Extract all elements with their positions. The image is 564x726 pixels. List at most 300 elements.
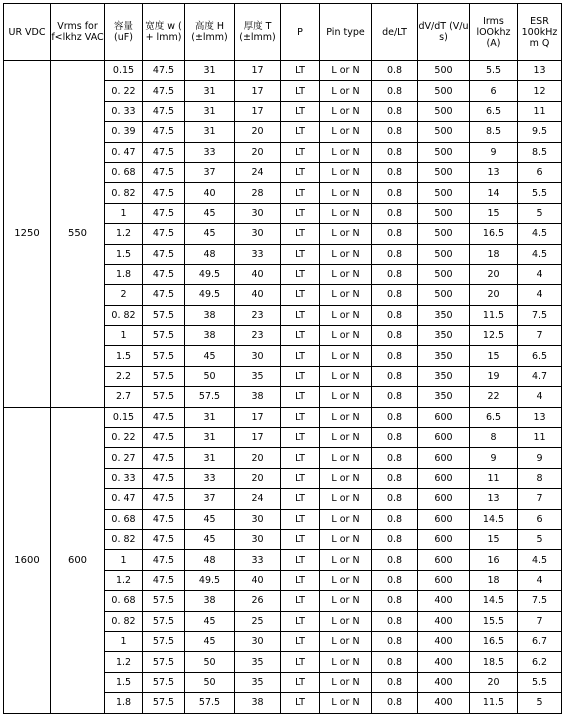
irms-cell: 15 xyxy=(470,529,518,549)
esr-cell: 6.7 xyxy=(518,631,562,651)
esr-cell: 4 xyxy=(518,570,562,590)
dvdt-cell: 600 xyxy=(418,550,470,570)
irms-cell: 16.5 xyxy=(470,224,518,244)
thickness-cell: 17 xyxy=(235,81,281,101)
thickness-cell: 30 xyxy=(235,346,281,366)
p-cell: LT xyxy=(281,224,320,244)
p-cell: LT xyxy=(281,448,320,468)
height-cell: 38 xyxy=(185,326,235,346)
dvdt-cell: 500 xyxy=(418,122,470,142)
p-cell: LT xyxy=(281,244,320,264)
width-cell: 47.5 xyxy=(143,285,185,305)
esr-cell: 13 xyxy=(518,407,562,427)
capacitance-cell: 1.2 xyxy=(105,570,143,590)
esr-cell: 7.5 xyxy=(518,305,562,325)
thickness-cell: 30 xyxy=(235,224,281,244)
dvdt-cell: 600 xyxy=(418,428,470,448)
height-cell: 49.5 xyxy=(185,264,235,284)
irms-cell: 9 xyxy=(470,142,518,162)
p-cell: LT xyxy=(281,631,320,651)
de-lt-cell: 0.8 xyxy=(372,122,418,142)
pin-type-cell: L or N xyxy=(320,183,372,203)
irms-cell: 11.5 xyxy=(470,305,518,325)
capacitance-cell: 1.5 xyxy=(105,244,143,264)
dvdt-cell: 500 xyxy=(418,244,470,264)
width-cell: 57.5 xyxy=(143,591,185,611)
height-cell: 31 xyxy=(185,428,235,448)
ur-vdc-cell: 1600 xyxy=(4,407,51,713)
thickness-cell: 23 xyxy=(235,326,281,346)
dvdt-cell: 500 xyxy=(418,224,470,244)
thickness-cell: 23 xyxy=(235,305,281,325)
de-lt-cell: 0.8 xyxy=(372,203,418,223)
esr-cell: 11 xyxy=(518,101,562,121)
width-cell: 57.5 xyxy=(143,631,185,651)
capacitance-cell: 0.15 xyxy=(105,61,143,81)
pin-type-cell: L or N xyxy=(320,591,372,611)
dvdt-cell: 350 xyxy=(418,326,470,346)
irms-cell: 12.5 xyxy=(470,326,518,346)
pin-type-cell: L or N xyxy=(320,285,372,305)
width-cell: 47.5 xyxy=(143,224,185,244)
thickness-cell: 30 xyxy=(235,509,281,529)
vrms-cell: 600 xyxy=(51,407,105,713)
dvdt-cell: 400 xyxy=(418,611,470,631)
height-cell: 38 xyxy=(185,591,235,611)
esr-cell: 6 xyxy=(518,509,562,529)
esr-cell: 4 xyxy=(518,285,562,305)
dvdt-cell: 350 xyxy=(418,305,470,325)
esr-cell: 8.5 xyxy=(518,142,562,162)
capacitance-cell: 0. 39 xyxy=(105,122,143,142)
capacitance-cell: 1 xyxy=(105,203,143,223)
de-lt-cell: 0.8 xyxy=(372,489,418,509)
thickness-cell: 28 xyxy=(235,183,281,203)
esr-cell: 5 xyxy=(518,529,562,549)
irms-cell: 13 xyxy=(470,162,518,182)
height-cell: 33 xyxy=(185,142,235,162)
header-pin-type: Pin type xyxy=(320,4,372,61)
de-lt-cell: 0.8 xyxy=(372,61,418,81)
esr-cell: 7 xyxy=(518,611,562,631)
p-cell: LT xyxy=(281,61,320,81)
height-cell: 45 xyxy=(185,509,235,529)
dvdt-cell: 500 xyxy=(418,81,470,101)
capacitance-cell: 1.2 xyxy=(105,224,143,244)
capacitance-cell: 1 xyxy=(105,631,143,651)
width-cell: 47.5 xyxy=(143,529,185,549)
pin-type-cell: L or N xyxy=(320,346,372,366)
width-cell: 57.5 xyxy=(143,611,185,631)
width-cell: 47.5 xyxy=(143,244,185,264)
p-cell: LT xyxy=(281,101,320,121)
height-cell: 40 xyxy=(185,183,235,203)
pin-type-cell: L or N xyxy=(320,652,372,672)
irms-cell: 22 xyxy=(470,387,518,407)
de-lt-cell: 0.8 xyxy=(372,693,418,713)
pin-type-cell: L or N xyxy=(320,611,372,631)
p-cell: LT xyxy=(281,652,320,672)
header-width: 宽度 w ( + lmm) xyxy=(143,4,185,61)
table-row xyxy=(4,407,562,427)
capacitance-cell: 0. 82 xyxy=(105,305,143,325)
width-cell: 47.5 xyxy=(143,162,185,182)
pin-type-cell: L or N xyxy=(320,550,372,570)
pin-type-cell: L or N xyxy=(320,224,372,244)
p-cell: LT xyxy=(281,81,320,101)
capacitor-spec-table xyxy=(3,3,562,714)
p-cell: LT xyxy=(281,428,320,448)
capacitance-cell: 0. 68 xyxy=(105,162,143,182)
header-height: 高度 H (±lmm) xyxy=(185,4,235,61)
dvdt-cell: 500 xyxy=(418,142,470,162)
pin-type-cell: L or N xyxy=(320,122,372,142)
dvdt-cell: 600 xyxy=(418,407,470,427)
irms-cell: 11 xyxy=(470,468,518,488)
pin-type-cell: L or N xyxy=(320,407,372,427)
esr-cell: 9.5 xyxy=(518,122,562,142)
pin-type-cell: L or N xyxy=(320,162,372,182)
width-cell: 57.5 xyxy=(143,326,185,346)
p-cell: LT xyxy=(281,570,320,590)
thickness-cell: 20 xyxy=(235,122,281,142)
p-cell: LT xyxy=(281,142,320,162)
irms-cell: 16 xyxy=(470,550,518,570)
width-cell: 57.5 xyxy=(143,387,185,407)
irms-cell: 15 xyxy=(470,203,518,223)
pin-type-cell: L or N xyxy=(320,81,372,101)
p-cell: LT xyxy=(281,346,320,366)
pin-type-cell: L or N xyxy=(320,142,372,162)
width-cell: 47.5 xyxy=(143,61,185,81)
esr-cell: 4.7 xyxy=(518,366,562,386)
capacitance-cell: 0. 82 xyxy=(105,183,143,203)
height-cell: 37 xyxy=(185,489,235,509)
dvdt-cell: 500 xyxy=(418,183,470,203)
height-cell: 31 xyxy=(185,101,235,121)
capacitance-cell: 0. 47 xyxy=(105,142,143,162)
width-cell: 57.5 xyxy=(143,672,185,692)
pin-type-cell: L or N xyxy=(320,244,372,264)
width-cell: 47.5 xyxy=(143,407,185,427)
irms-cell: 6.5 xyxy=(470,407,518,427)
esr-cell: 7.5 xyxy=(518,591,562,611)
esr-cell: 11 xyxy=(518,428,562,448)
p-cell: LT xyxy=(281,509,320,529)
capacitance-cell: 0. 22 xyxy=(105,81,143,101)
pin-type-cell: L or N xyxy=(320,631,372,651)
header-row xyxy=(4,4,562,61)
dvdt-cell: 500 xyxy=(418,203,470,223)
p-cell: LT xyxy=(281,387,320,407)
de-lt-cell: 0.8 xyxy=(372,305,418,325)
height-cell: 49.5 xyxy=(185,285,235,305)
thickness-cell: 38 xyxy=(235,387,281,407)
pin-type-cell: L or N xyxy=(320,305,372,325)
p-cell: LT xyxy=(281,529,320,549)
table-row xyxy=(4,61,562,81)
height-cell: 38 xyxy=(185,305,235,325)
dvdt-cell: 600 xyxy=(418,509,470,529)
pin-type-cell: L or N xyxy=(320,101,372,121)
ur-vdc-cell: 1250 xyxy=(4,61,51,408)
esr-cell: 13 xyxy=(518,61,562,81)
height-cell: 31 xyxy=(185,61,235,81)
header-vrms: Vrms for f<lkhz VAC xyxy=(51,4,105,61)
p-cell: LT xyxy=(281,183,320,203)
p-cell: LT xyxy=(281,366,320,386)
p-cell: LT xyxy=(281,468,320,488)
capacitance-cell: 1.5 xyxy=(105,672,143,692)
capacitance-cell: 1.8 xyxy=(105,693,143,713)
width-cell: 47.5 xyxy=(143,468,185,488)
de-lt-cell: 0.8 xyxy=(372,428,418,448)
irms-cell: 8.5 xyxy=(470,122,518,142)
esr-cell: 7 xyxy=(518,489,562,509)
thickness-cell: 17 xyxy=(235,61,281,81)
dvdt-cell: 400 xyxy=(418,693,470,713)
de-lt-cell: 0.8 xyxy=(372,611,418,631)
height-cell: 57.5 xyxy=(185,387,235,407)
esr-cell: 8 xyxy=(518,468,562,488)
p-cell: LT xyxy=(281,407,320,427)
header-esr: ESR 100kHz m Q xyxy=(518,4,562,61)
capacitance-cell: 2.2 xyxy=(105,366,143,386)
esr-cell: 12 xyxy=(518,81,562,101)
thickness-cell: 26 xyxy=(235,591,281,611)
height-cell: 57.5 xyxy=(185,693,235,713)
thickness-cell: 25 xyxy=(235,611,281,631)
height-cell: 31 xyxy=(185,407,235,427)
thickness-cell: 24 xyxy=(235,489,281,509)
pin-type-cell: L or N xyxy=(320,693,372,713)
de-lt-cell: 0.8 xyxy=(372,570,418,590)
width-cell: 47.5 xyxy=(143,509,185,529)
de-lt-cell: 0.8 xyxy=(372,509,418,529)
capacitance-cell: 2 xyxy=(105,285,143,305)
height-cell: 50 xyxy=(185,366,235,386)
pin-type-cell: L or N xyxy=(320,61,372,81)
de-lt-cell: 0.8 xyxy=(372,81,418,101)
de-lt-cell: 0.8 xyxy=(372,224,418,244)
capacitance-cell: 1.8 xyxy=(105,264,143,284)
height-cell: 49.5 xyxy=(185,570,235,590)
capacitance-cell: 0. 68 xyxy=(105,509,143,529)
esr-cell: 5 xyxy=(518,693,562,713)
capacitance-cell: 1.5 xyxy=(105,346,143,366)
pin-type-cell: L or N xyxy=(320,448,372,468)
capacitance-cell: 0. 33 xyxy=(105,101,143,121)
irms-cell: 16.5 xyxy=(470,631,518,651)
de-lt-cell: 0.8 xyxy=(372,529,418,549)
height-cell: 45 xyxy=(185,203,235,223)
esr-cell: 4.5 xyxy=(518,244,562,264)
dvdt-cell: 600 xyxy=(418,570,470,590)
de-lt-cell: 0.8 xyxy=(372,631,418,651)
capacitance-cell: 1 xyxy=(105,326,143,346)
header-ur-vdc: UR VDC xyxy=(4,4,51,61)
de-lt-cell: 0.8 xyxy=(372,652,418,672)
de-lt-cell: 0.8 xyxy=(372,244,418,264)
thickness-cell: 17 xyxy=(235,428,281,448)
thickness-cell: 20 xyxy=(235,468,281,488)
height-cell: 45 xyxy=(185,631,235,651)
pin-type-cell: L or N xyxy=(320,366,372,386)
esr-cell: 9 xyxy=(518,448,562,468)
header-irms: Irms lOOkhz (A) xyxy=(470,4,518,61)
dvdt-cell: 500 xyxy=(418,61,470,81)
esr-cell: 4 xyxy=(518,264,562,284)
pin-type-cell: L or N xyxy=(320,387,372,407)
thickness-cell: 20 xyxy=(235,142,281,162)
thickness-cell: 40 xyxy=(235,570,281,590)
header-capacitance: 容量 (uF) xyxy=(105,4,143,61)
capacitance-cell: 2.7 xyxy=(105,387,143,407)
de-lt-cell: 0.8 xyxy=(372,591,418,611)
irms-cell: 13 xyxy=(470,489,518,509)
capacitance-cell: 0. 33 xyxy=(105,468,143,488)
de-lt-cell: 0.8 xyxy=(372,142,418,162)
irms-cell: 6.5 xyxy=(470,101,518,121)
p-cell: LT xyxy=(281,489,320,509)
p-cell: LT xyxy=(281,122,320,142)
width-cell: 47.5 xyxy=(143,570,185,590)
capacitance-cell: 0. 27 xyxy=(105,448,143,468)
p-cell: LT xyxy=(281,611,320,631)
dvdt-cell: 350 xyxy=(418,387,470,407)
thickness-cell: 35 xyxy=(235,652,281,672)
thickness-cell: 38 xyxy=(235,693,281,713)
p-cell: LT xyxy=(281,693,320,713)
de-lt-cell: 0.8 xyxy=(372,366,418,386)
width-cell: 57.5 xyxy=(143,305,185,325)
thickness-cell: 35 xyxy=(235,366,281,386)
height-cell: 31 xyxy=(185,448,235,468)
height-cell: 33 xyxy=(185,468,235,488)
irms-cell: 6 xyxy=(470,81,518,101)
height-cell: 45 xyxy=(185,224,235,244)
header-p: P xyxy=(281,4,320,61)
capacitance-cell: 0. 47 xyxy=(105,489,143,509)
height-cell: 48 xyxy=(185,550,235,570)
dvdt-cell: 350 xyxy=(418,366,470,386)
irms-cell: 14.5 xyxy=(470,591,518,611)
capacitance-cell: 0. 22 xyxy=(105,428,143,448)
esr-cell: 6.5 xyxy=(518,346,562,366)
dvdt-cell: 600 xyxy=(418,529,470,549)
p-cell: LT xyxy=(281,203,320,223)
dvdt-cell: 600 xyxy=(418,468,470,488)
esr-cell: 5.5 xyxy=(518,183,562,203)
height-cell: 31 xyxy=(185,81,235,101)
de-lt-cell: 0.8 xyxy=(372,346,418,366)
width-cell: 57.5 xyxy=(143,346,185,366)
p-cell: LT xyxy=(281,264,320,284)
width-cell: 47.5 xyxy=(143,264,185,284)
pin-type-cell: L or N xyxy=(320,326,372,346)
vrms-cell: 550 xyxy=(51,61,105,408)
p-cell: LT xyxy=(281,672,320,692)
esr-cell: 6 xyxy=(518,162,562,182)
dvdt-cell: 500 xyxy=(418,285,470,305)
thickness-cell: 24 xyxy=(235,162,281,182)
capacitance-cell: 0. 68 xyxy=(105,591,143,611)
irms-cell: 20 xyxy=(470,264,518,284)
thickness-cell: 30 xyxy=(235,203,281,223)
irms-cell: 20 xyxy=(470,672,518,692)
esr-cell: 5 xyxy=(518,203,562,223)
height-cell: 48 xyxy=(185,244,235,264)
dvdt-cell: 400 xyxy=(418,672,470,692)
height-cell: 50 xyxy=(185,672,235,692)
header-dvdt: dV/dT (V/u s) xyxy=(418,4,470,61)
irms-cell: 19 xyxy=(470,366,518,386)
esr-cell: 4.5 xyxy=(518,550,562,570)
de-lt-cell: 0.8 xyxy=(372,326,418,346)
esr-cell: 6.2 xyxy=(518,652,562,672)
width-cell: 57.5 xyxy=(143,652,185,672)
pin-type-cell: L or N xyxy=(320,468,372,488)
thickness-cell: 35 xyxy=(235,672,281,692)
capacitance-cell: 0.15 xyxy=(105,407,143,427)
width-cell: 47.5 xyxy=(143,183,185,203)
dvdt-cell: 400 xyxy=(418,652,470,672)
esr-cell: 7 xyxy=(518,326,562,346)
height-cell: 37 xyxy=(185,162,235,182)
esr-cell: 4 xyxy=(518,387,562,407)
de-lt-cell: 0.8 xyxy=(372,387,418,407)
irms-cell: 15.5 xyxy=(470,611,518,631)
pin-type-cell: L or N xyxy=(320,264,372,284)
de-lt-cell: 0.8 xyxy=(372,264,418,284)
dvdt-cell: 500 xyxy=(418,162,470,182)
p-cell: LT xyxy=(281,550,320,570)
dvdt-cell: 600 xyxy=(418,448,470,468)
width-cell: 57.5 xyxy=(143,693,185,713)
width-cell: 47.5 xyxy=(143,203,185,223)
thickness-cell: 20 xyxy=(235,448,281,468)
de-lt-cell: 0.8 xyxy=(372,448,418,468)
width-cell: 47.5 xyxy=(143,122,185,142)
irms-cell: 20 xyxy=(470,285,518,305)
width-cell: 47.5 xyxy=(143,489,185,509)
thickness-cell: 17 xyxy=(235,101,281,121)
capacitance-cell: 1 xyxy=(105,550,143,570)
irms-cell: 14 xyxy=(470,183,518,203)
pin-type-cell: L or N xyxy=(320,203,372,223)
pin-type-cell: L or N xyxy=(320,489,372,509)
dvdt-cell: 350 xyxy=(418,346,470,366)
dvdt-cell: 500 xyxy=(418,101,470,121)
irms-cell: 8 xyxy=(470,428,518,448)
pin-type-cell: L or N xyxy=(320,529,372,549)
width-cell: 47.5 xyxy=(143,142,185,162)
width-cell: 47.5 xyxy=(143,428,185,448)
height-cell: 45 xyxy=(185,346,235,366)
irms-cell: 15 xyxy=(470,346,518,366)
thickness-cell: 33 xyxy=(235,550,281,570)
de-lt-cell: 0.8 xyxy=(372,672,418,692)
de-lt-cell: 0.8 xyxy=(372,183,418,203)
irms-cell: 9 xyxy=(470,448,518,468)
thickness-cell: 33 xyxy=(235,244,281,264)
thickness-cell: 30 xyxy=(235,529,281,549)
thickness-cell: 40 xyxy=(235,264,281,284)
p-cell: LT xyxy=(281,591,320,611)
de-lt-cell: 0.8 xyxy=(372,468,418,488)
irms-cell: 18 xyxy=(470,244,518,264)
pin-type-cell: L or N xyxy=(320,509,372,529)
